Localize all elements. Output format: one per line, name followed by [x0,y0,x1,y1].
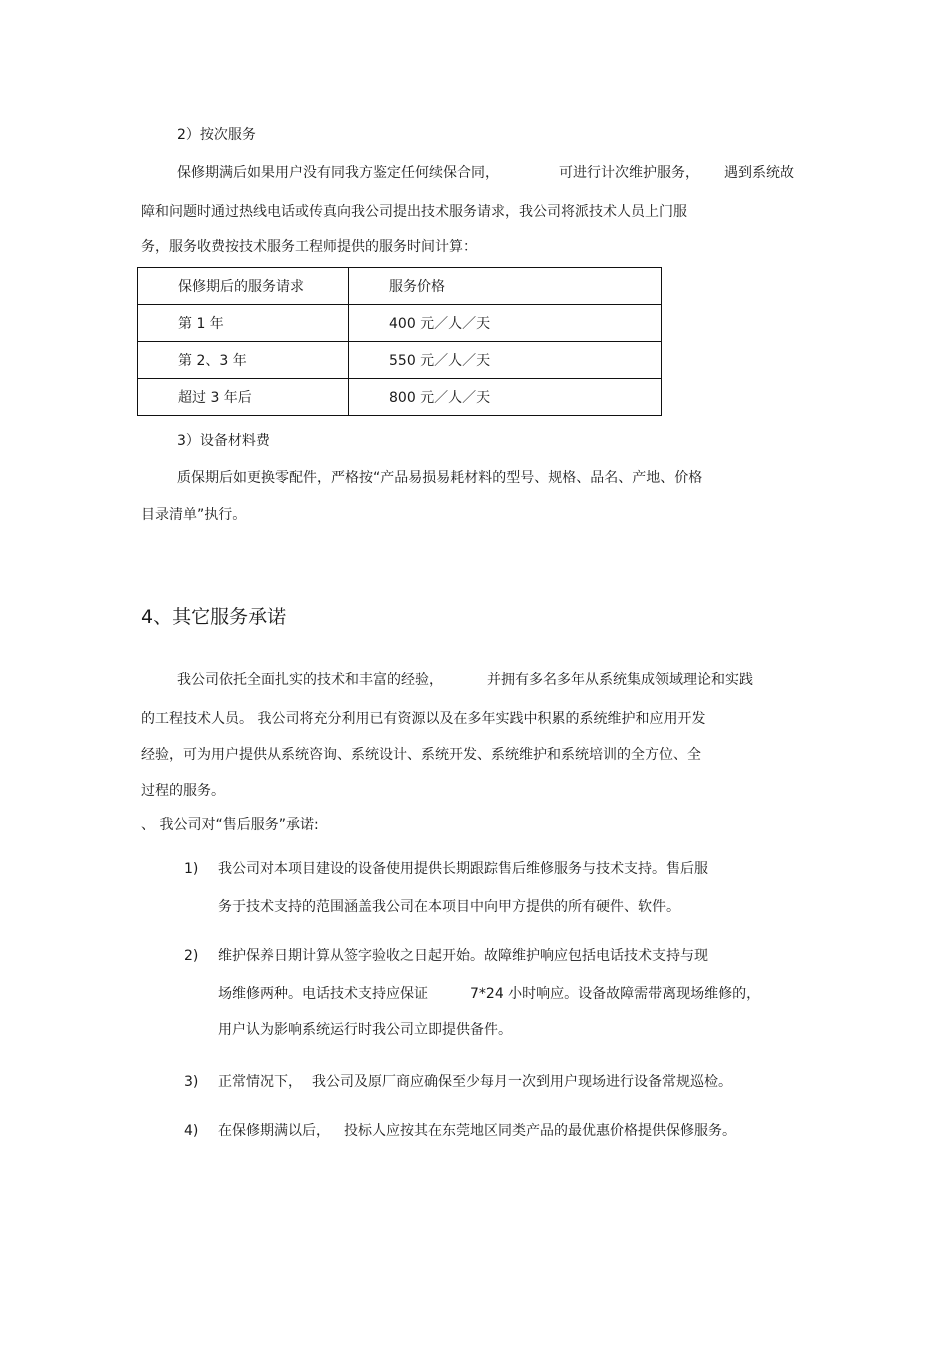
list-item-text: 在保修期满以后， [218,1123,330,1139]
table-cell: 超过 3 年后 [138,379,349,416]
table-row [138,342,662,379]
table-header-row [138,268,662,305]
list-item-text: 务于技术支持的范围涵盖我公司在本项目中向甲方提供的所有硬件、软件。 [218,899,680,915]
commitment-intro: 、 我公司对“售后服务”承诺: [141,817,319,833]
sec2-paragraph-line1c: 遇到系统故 [724,165,794,181]
list-item-text: 场维修两种。电话技术支持应保证 [218,986,428,1002]
table-row [138,379,662,416]
table-cell: 400 元／人／天 [349,305,662,342]
sec2-paragraph-line2: 障和问题时通过热线电话或传真向我公司提出技术服务请求，我公司将派技术人员上门服 [141,204,687,220]
sec2-paragraph-line3: 务，服务收费按技术服务工程师提供的服务时间计算： [141,239,477,255]
sec2-paragraph-line1b: 可进行计次维护服务， [559,165,699,181]
list-item-text: 用户认为影响系统运行时我公司立即提供备件。 [218,1022,512,1038]
list-item-text: 我公司及原厂商应确保至少每月一次到用户现场进行设备常规巡检。 [312,1074,732,1090]
price-table [137,267,662,416]
list-item-text: 正常情况下， [218,1074,302,1090]
list-item-number: 2) [184,948,199,964]
sec3-line2: 目录清单”执行。 [141,507,247,523]
list-item-text: 我公司对本项目建设的设备使用提供长期跟踪售后维修服务与技术支持。售后服 [218,861,708,877]
section-4-title: 4、其它服务承诺 [141,606,287,628]
sec4-paragraph-line4: 过程的服务。 [141,783,225,799]
sec4-paragraph-line1a: 我公司依托全面扎实的技术和丰富的经验， [177,672,443,688]
sec4-paragraph-line2: 的工程技术人员。 我公司将充分利用已有资源以及在多年实践中积累的系统维护和应用开发 [141,711,706,727]
table-cell: 第 2、3 年 [138,342,349,379]
table-cell: 550 元／人／天 [349,342,662,379]
sec4-paragraph-line1b: 并拥有多名多年从系统集成领域理论和实践 [487,672,753,688]
table-header-cell: 服务价格 [349,268,662,305]
list-item-text: 7*24 小时响应。设备故障需带离现场维修的， [470,986,761,1002]
table-row [138,305,662,342]
table-header-cell: 保修期后的服务请求 [138,268,349,305]
table-cell: 第 1 年 [138,305,349,342]
table-cell: 800 元／人／天 [349,379,662,416]
section-2-heading: 2）按次服务 [177,127,256,143]
sec2-paragraph-line1a: 保修期满后如果用户没有同我方鉴定任何续保合同， [177,165,499,181]
list-item-number: 1) [184,861,199,877]
list-item-text: 维护保养日期计算从签字验收之日起开始。故障维护响应包括电话技术支持与现 [218,948,708,964]
list-item-number: 3) [184,1074,199,1090]
section-3-heading: 3）设备材料费 [177,433,270,449]
sec3-line1: 质保期后如更换零配件，严格按“产品易损易耗材料的型号、规格、品名、产地、价格 [177,470,703,486]
sec4-paragraph-line3: 经验，可为用户提供从系统咨询、系统设计、系统开发、系统维护和系统培训的全方位、全 [141,747,701,763]
list-item-number: 4) [184,1123,199,1139]
list-item-text: 投标人应按其在东莞地区同类产品的最优惠价格提供保修服务。 [344,1123,736,1139]
